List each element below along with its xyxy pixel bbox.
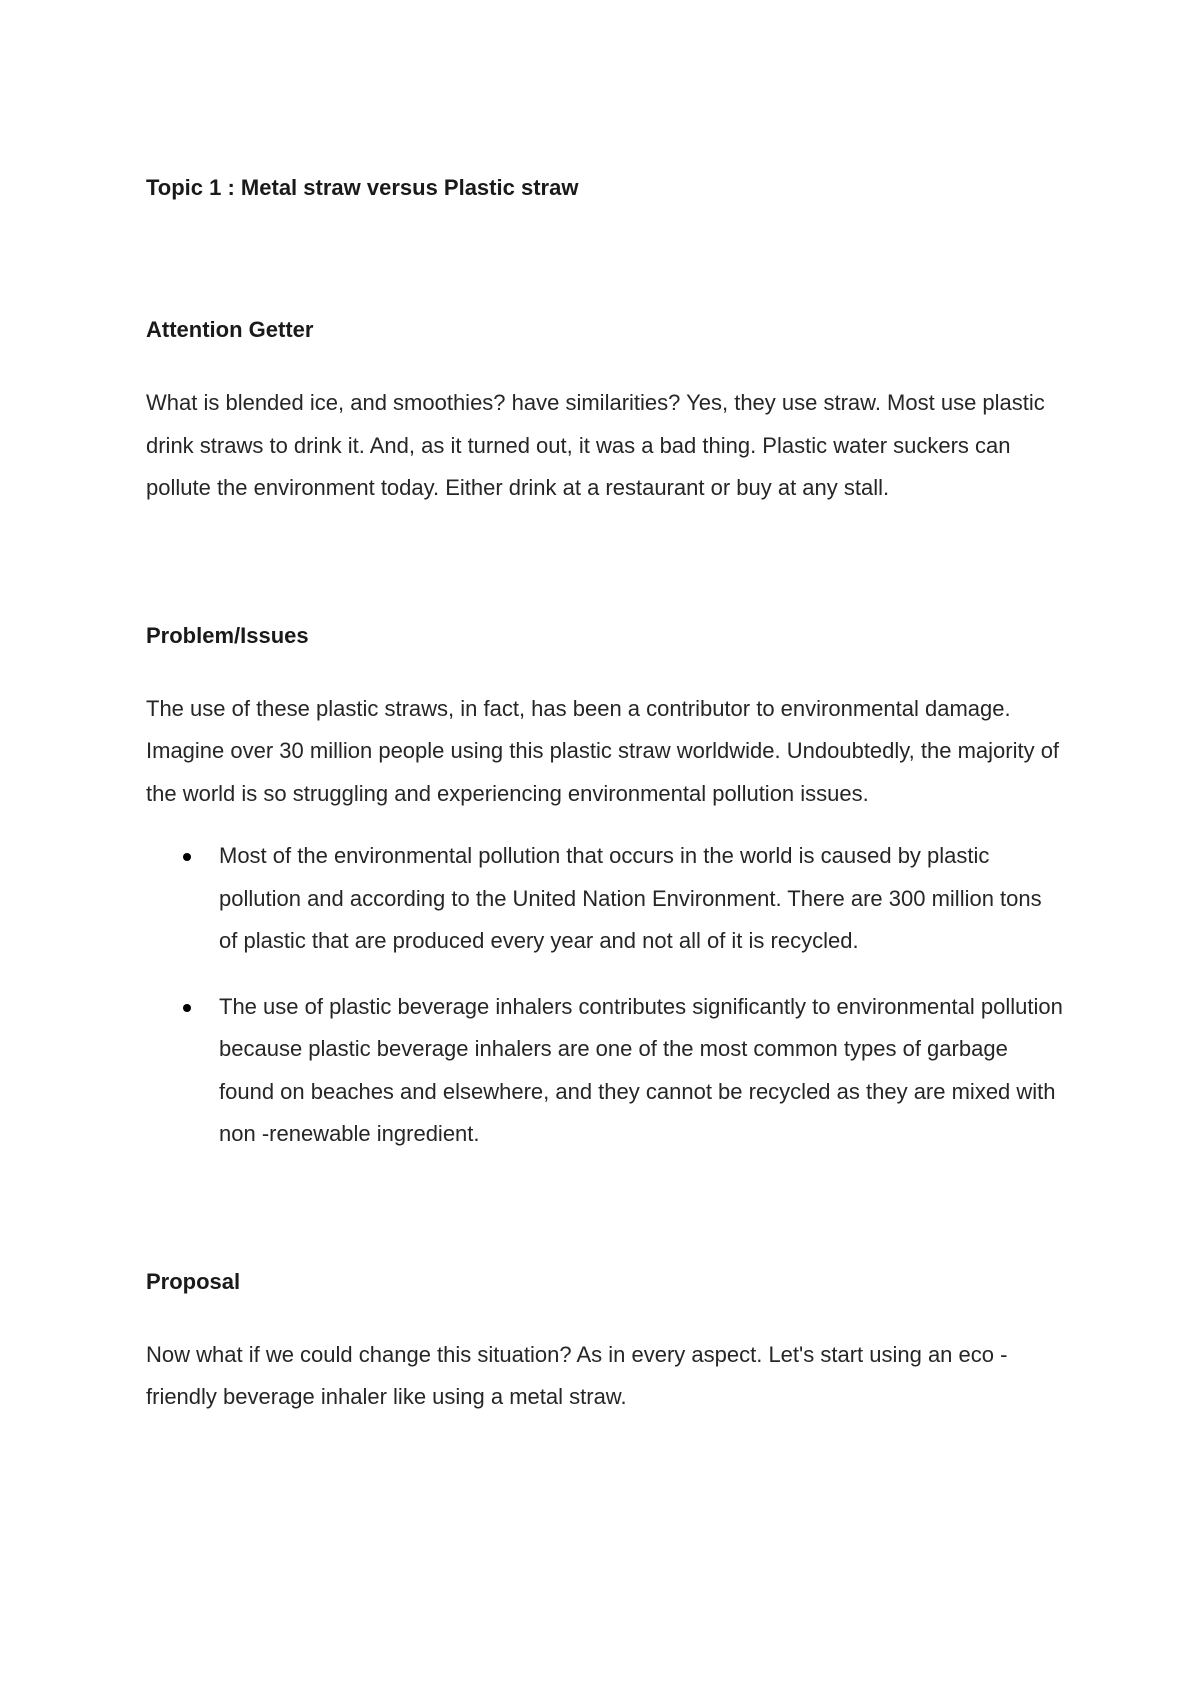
section-proposal [146,1266,1066,1419]
list-item [146,986,1066,1156]
section-heading: Problem/Issues [146,622,309,648]
section-paragraph: What is blended ice, and smoothies? have similarities? Yes, they use straw. Most use plastic drink straws to drink it. And, as it turned out, it was a bad thing. Plastic water suckers can pollute the environment today. Either drink at a restaurant or buy at any stall. [146,390,1045,500]
section-heading: Proposal [146,1268,241,1294]
list-item [146,835,1066,963]
section-paragraph: The use of these plastic straws, in fact, has been a contributor to environmental damage. Imagine over 30 million people using this plastic straw worldwide. Undoubtedly, the majority of the world is so struggling and experiencing environmental pollution issues. [146,695,1060,806]
bullet-list [146,835,1066,1156]
bullet-icon [183,853,191,861]
document-body [146,172,1066,1419]
list-item-text: The use of plastic beverage inhalers contributes significantly to environmental pollution because plastic beverage inhalers are one of the most common types of garbage found on beaches and elsewhere, and they cannot be recycled as they are mixed with non -renewable ingredient. [219,993,1063,1146]
list-item-text: Most of the environmental pollution that occurs in the world is caused by plastic pollution and according to the United Nation Environment. There are 300 million tons of plastic that are produced every year and not all of it is recycled. [219,843,1042,953]
section-heading: Attention Getter [146,317,314,342]
section-paragraph: Now what if we could change this situation? As in every aspect. Let's start using an eco -friendly beverage inhaler like using a metal straw. [146,1341,1008,1409]
document-title: Topic 1 : Metal straw versus Plastic straw [146,175,579,200]
section-attention-getter [146,314,1066,510]
bullet-icon [183,1004,191,1012]
section-problem-issues [146,620,1066,1156]
